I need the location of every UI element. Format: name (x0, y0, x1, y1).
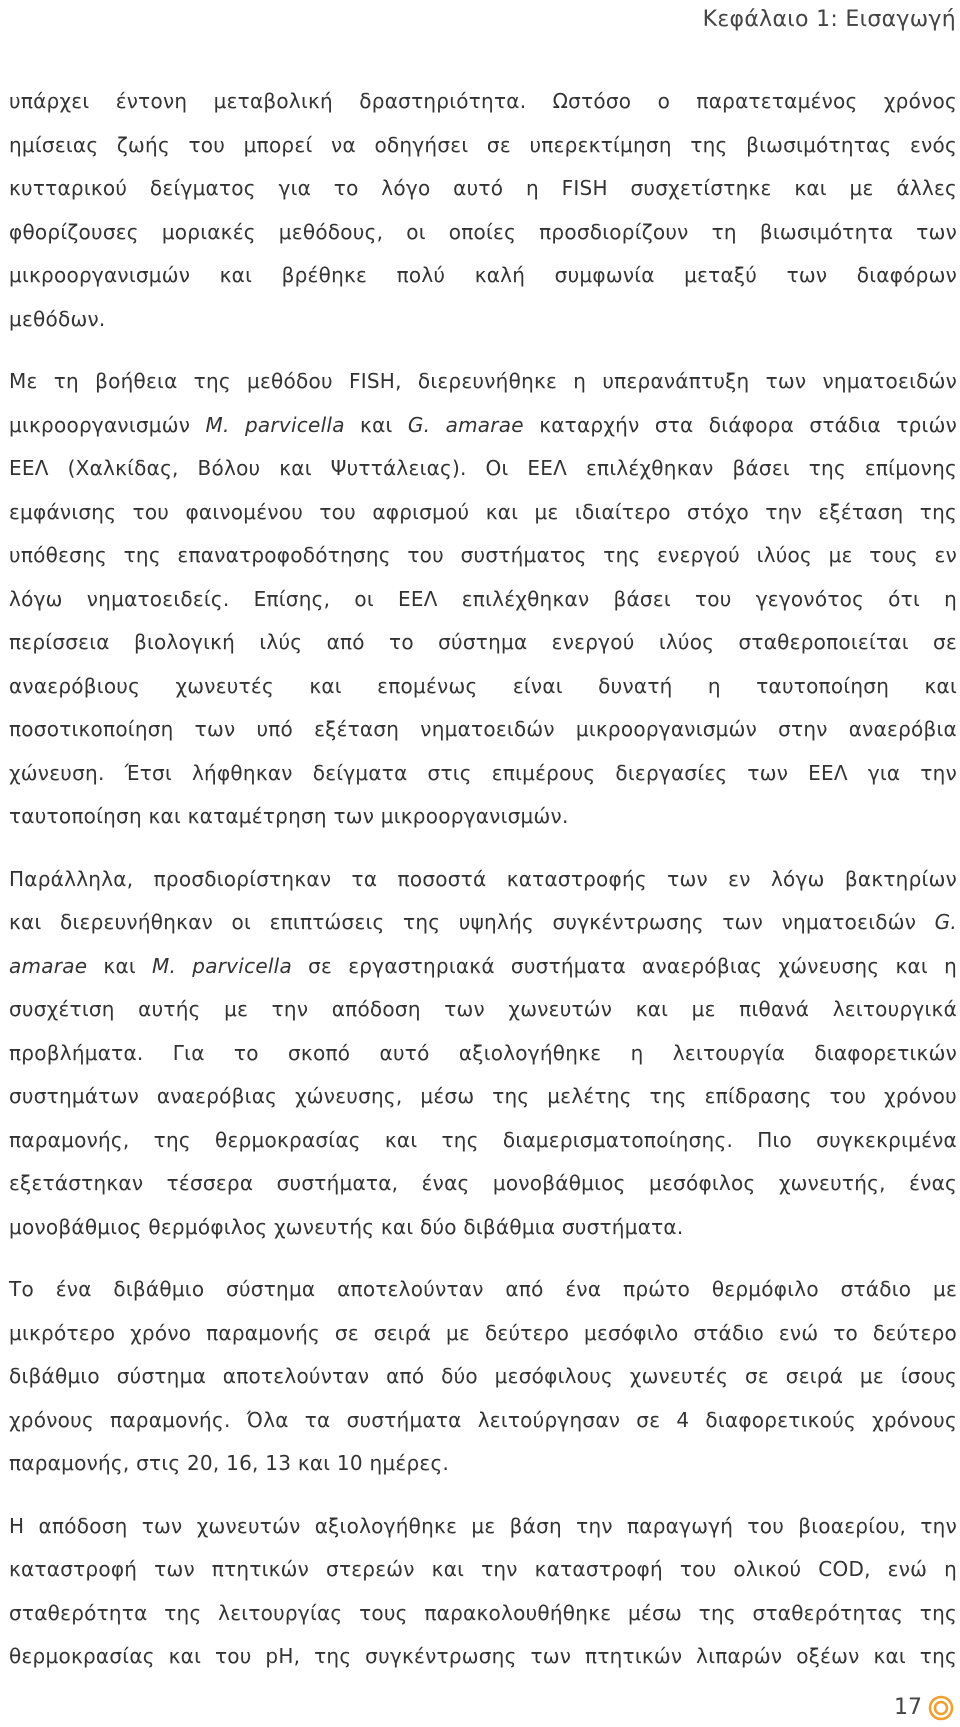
text-line (9, 901, 957, 945)
text-run: καταρχήν στα διάφορα στάδια τριών (523, 412, 957, 437)
species-name: M. parvicella (152, 953, 292, 978)
text-line (9, 404, 957, 448)
text-line: Παράλληλα, προσδιορίστηκαν τα ποσοστά καταστροφής των εν λόγω βακτηρίων (9, 866, 957, 891)
text-line: μικροοργανισμών και βρέθηκε πολύ καλή συμφωνία μεταξύ των διαφόρων (9, 263, 957, 287)
text-line: υπάρχει έντονη μεταβολική δραστηριότητα. Ωστόσο ο παρατεταμένος χρόνος (9, 89, 957, 113)
species-name: M. parvicella (205, 412, 345, 437)
species-name: G. (934, 910, 957, 934)
text-line: προβλήματα. Για το σκοπό αυτό αξιολογήθηκε η λειτουργία διαφορετικών (9, 1040, 957, 1065)
text-line: Με τη βοήθεια της μεθόδου FISH, διερευνήθηκε η υπερανάπτυξη των νηματοειδών (9, 369, 957, 393)
text-line: λόγω νηματοειδείς. Επίσης, οι ΕΕΛ επιλέχθηκαν βάσει του γεγονότος ότι η (9, 586, 957, 611)
text-line: σταθερότητα της λειτουργίας τους παρακολουθήθηκε μέσω της σταθερότητας της (9, 1600, 957, 1625)
text-line (9, 945, 957, 989)
text-run: και διερευνήθηκαν οι επιπτώσεις της υψηλής συγκέντρωσης των νηματοειδών (9, 910, 935, 934)
text-line: Το ένα διβάθμιο σύστημα αποτελούνταν από ένα πρώτο θερμόφιλο στάδιο με (9, 1277, 957, 1301)
text-line: ποσοτικοποίηση των υπό εξέταση νηματοειδών μικροοργανισμών στην αναερόβια (9, 717, 957, 741)
text-line: παραμονής, στις 20, 16, 13 και 10 ημέρες. (9, 1451, 450, 1475)
paragraph-5 (9, 1505, 957, 1679)
species-name: G. amarae (407, 412, 524, 437)
page-number: 17 (894, 1695, 922, 1720)
text-line: παραμονής, της θερμοκρασίας και της διαμερισματοποίησης. Πιο συγκεκριμένα (9, 1127, 957, 1152)
text-run: και (344, 412, 408, 437)
text-line: εμφάνισης του φαινομένου του αφρισμού και με ιδιαίτερο στόχο την εξέταση της (9, 499, 957, 524)
text-line: ΕΕΛ (Χαλκίδας, Βόλου και Ψυττάλειας). Οι ΕΕΛ επιλέχθηκαν βάσει της επίμονης (9, 456, 957, 480)
text-line: θερμοκρασίας και του pH, της συγκέντρωσης των πτητικών λιπαρών οξέων και της (9, 1644, 957, 1668)
species-name: amarae (9, 953, 88, 978)
paragraph-1 (9, 80, 957, 341)
text-line: ημίσειας ζωής του μπορεί να οδηγήσει σε υπερεκτίμηση της βιωσιμότητας ενός (9, 132, 957, 157)
chapter-header: Κεφάλαιο 1: Εισαγωγή (702, 7, 956, 32)
text-line: διβάθμιο σύστημα αποτελούνταν από δύο μεσόφιλους χωνευτές σε σειρά με ίσους (9, 1364, 957, 1388)
text-line: ταυτοποίηση και καταμέτρηση των μικροοργανισμών. (9, 804, 569, 828)
text-line: χώνευση. Έτσι λήφθηκαν δείγματα στις επιμέρους διεργασίες των ΕΕΛ για την (9, 760, 957, 785)
text-line: συσχέτιση αυτής με την απόδοση των χωνευτών και με πιθανά λειτουργικά (9, 997, 957, 1021)
text-run: και (87, 953, 153, 978)
text-line: περίσσεια βιολογική ιλύς από το σύστημα ενεργού ιλύος σταθεροποιείται σε (9, 630, 957, 654)
text-run: σε εργαστηριακά συστήματα αναερόβιας χώνευσης και η (292, 953, 957, 978)
text-line: αναερόβιους χωνευτές και επομένως είναι δυνατή η ταυτοποίηση και (9, 673, 957, 698)
concentric-circles-icon (928, 1695, 954, 1721)
text-run: μικροοργανισμών (9, 412, 206, 437)
paragraph-4 (9, 1268, 957, 1486)
text-line: υπόθεσης της επανατροφοδότησης του συστήματος της ενεργού ιλύος με τους εν (9, 543, 957, 567)
text-line: κυτταρικού δείγματος για το λόγο αυτό η FISH συσχετίστηκε και με άλλες (9, 176, 957, 200)
text-line: μεθόδων. (9, 306, 106, 331)
page-footer (894, 1692, 954, 1724)
text-line: χρόνους παραμονής. Όλα τα συστήματα λειτούργησαν σε 4 διαφορετικούς χρόνους (9, 1407, 957, 1432)
text-line: Η απόδοση των χωνευτών αξιολογήθηκε με βάση την παραγωγή του βιοαερίου, την (9, 1513, 957, 1538)
text-line: μικρότερο χρόνο παραμονής σε σειρά με δεύτερο μεσόφιλο στάδιο ενώ το δεύτερο (9, 1320, 957, 1345)
document-body (9, 80, 957, 1679)
paragraph-3 (9, 858, 957, 1250)
text-line: φθορίζουσες μοριακές μεθόδους, οι οποίες προσδιορίζουν τη βιωσιμότητα των (9, 219, 957, 244)
text-line: εξετάστηκαν τέσσερα συστήματα, ένας μονοβάθμιος μεσόφιλος χωνευτής, ένας (9, 1171, 957, 1195)
paragraph-2 (9, 360, 957, 839)
text-line: καταστροφή των πτητικών στερεών και την καταστροφή του ολικού COD, ενώ η (9, 1557, 957, 1581)
text-line: συστημάτων αναερόβιας χώνευσης, μέσω της μελέτης της επίδρασης του χρόνου (9, 1084, 957, 1108)
text-line: μονοβάθμιος θερμόφιλος χωνευτής και δύο διβάθμια συστήματα. (9, 1214, 684, 1239)
